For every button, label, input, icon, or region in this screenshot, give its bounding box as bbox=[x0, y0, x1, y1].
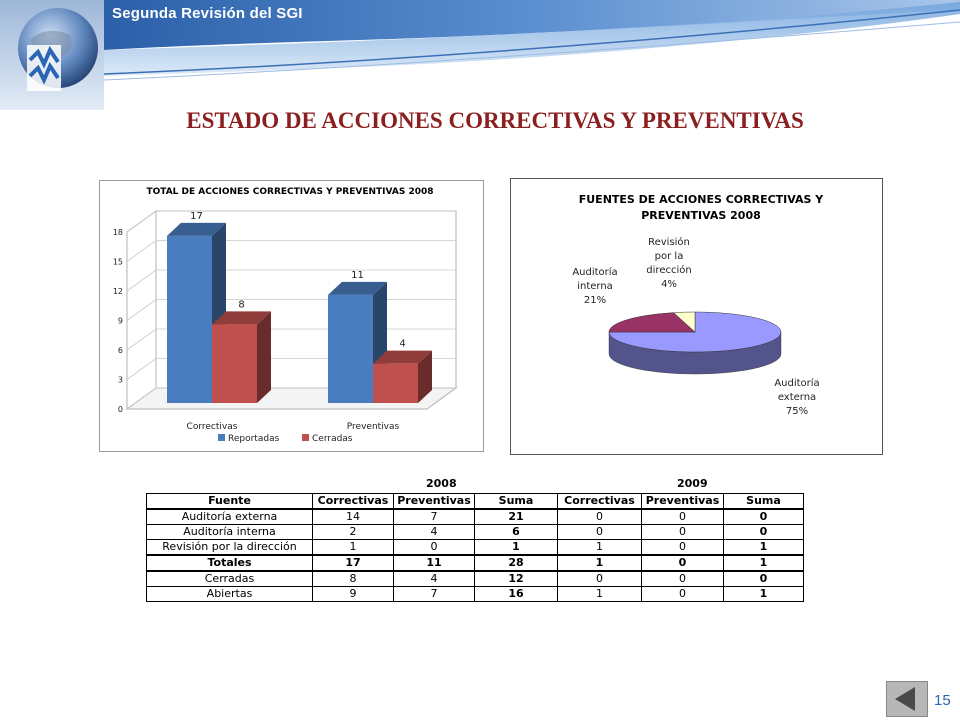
cell-suma: 21 bbox=[475, 509, 558, 525]
cell: 17 bbox=[313, 555, 394, 571]
cell-fuente: Totales bbox=[147, 555, 313, 571]
legend-swatch bbox=[302, 434, 309, 441]
cell-fuente: Abiertas bbox=[147, 587, 313, 602]
pie-slice-label: 75% bbox=[785, 406, 809, 417]
pie-chart-title-line2: PREVENTIVAS 2008 bbox=[641, 209, 761, 222]
cell: 0 bbox=[642, 555, 724, 571]
cell: 9 bbox=[313, 587, 394, 602]
previous-slide-button[interactable] bbox=[886, 681, 928, 717]
cell-suma: 6 bbox=[475, 525, 558, 540]
data-label: 4 bbox=[399, 338, 406, 350]
col-header-suma-2008: Suma bbox=[475, 494, 558, 510]
cell: 1 bbox=[558, 540, 642, 556]
table-row bbox=[147, 525, 804, 540]
cell-suma: 1 bbox=[724, 587, 804, 602]
globe-logo-icon bbox=[0, 0, 104, 110]
col-header-suma-2009: Suma bbox=[724, 494, 804, 510]
actions-table bbox=[146, 493, 804, 602]
logo bbox=[0, 0, 104, 110]
col-header-correctivas-2009: Correctivas bbox=[558, 494, 642, 510]
y-tick-label: 6 bbox=[117, 346, 123, 355]
table-row bbox=[147, 587, 804, 602]
bar-chart-svg bbox=[100, 181, 483, 451]
cell: 0 bbox=[642, 509, 724, 525]
bar-cerradas-preventivas bbox=[373, 351, 432, 403]
y-tick-label: 9 bbox=[117, 316, 123, 326]
table-row bbox=[147, 540, 804, 556]
pie-slice-label: por la bbox=[654, 251, 684, 262]
pie-slice-label: Auditoría bbox=[774, 378, 820, 389]
cell: 0 bbox=[394, 540, 475, 556]
cell: 0 bbox=[642, 587, 724, 602]
data-label: 11 bbox=[351, 269, 364, 281]
pie-slice-label: externa bbox=[777, 392, 817, 403]
col-header-correctivas-2008: Correctivas bbox=[313, 494, 394, 510]
pie-slice-label: 21% bbox=[583, 295, 607, 306]
cell: 11 bbox=[394, 555, 475, 571]
pie-slice-label: Revisión bbox=[648, 237, 690, 248]
col-header-preventivas-2008: Preventivas bbox=[394, 494, 475, 510]
cell: 8 bbox=[313, 571, 394, 587]
cell: 0 bbox=[642, 540, 724, 556]
cell: 7 bbox=[394, 587, 475, 602]
cell: 1 bbox=[558, 555, 642, 571]
table-row bbox=[147, 571, 804, 587]
header-title: Segunda Revisión del SGI bbox=[112, 5, 303, 22]
pie-chart-svg bbox=[511, 179, 882, 454]
cell: 7 bbox=[394, 509, 475, 525]
pie-chart-title-line1: FUENTES DE ACCIONES CORRECTIVAS Y bbox=[578, 193, 824, 206]
y-tick-label: 3 bbox=[117, 375, 123, 385]
col-header-fuente: Fuente bbox=[147, 494, 313, 510]
cell-fuente: Auditoría interna bbox=[147, 525, 313, 540]
table-row-totales bbox=[147, 555, 804, 571]
cell: 0 bbox=[558, 509, 642, 525]
cell-fuente: Revisión por la dirección bbox=[147, 540, 313, 556]
cell-suma: 1 bbox=[475, 540, 558, 556]
arrow-left-icon bbox=[887, 682, 927, 716]
bar-front bbox=[212, 324, 257, 403]
legend-label: Cerradas bbox=[312, 434, 353, 444]
pie-slice-label: 4% bbox=[661, 279, 677, 290]
x-tick-label: Correctivas bbox=[186, 422, 238, 432]
bar-chart bbox=[99, 180, 484, 452]
legend-label: Reportadas bbox=[228, 434, 280, 444]
bar-chart-title: TOTAL DE ACCIONES CORRECTIVAS Y PREVENTIVAS 2008 bbox=[146, 187, 434, 197]
x-tick-label: Preventivas bbox=[346, 422, 400, 432]
cell: 0 bbox=[558, 525, 642, 540]
legend-swatch bbox=[218, 434, 225, 441]
cell-fuente: Cerradas bbox=[147, 571, 313, 587]
table-row bbox=[147, 509, 804, 525]
y-tick-label: 12 bbox=[112, 287, 123, 296]
col-header-preventivas-2009: Preventivas bbox=[642, 494, 724, 510]
y-tick-label: 18 bbox=[112, 228, 123, 237]
pie-slice-label: Auditoría bbox=[572, 267, 618, 278]
cell-suma: 28 bbox=[475, 555, 558, 571]
pie-slice-label: interna bbox=[577, 281, 613, 292]
cell-suma: 16 bbox=[475, 587, 558, 602]
data-label: 17 bbox=[190, 210, 203, 222]
cell-suma: 1 bbox=[724, 540, 804, 556]
cell-suma: 1 bbox=[724, 555, 804, 571]
data-label: 8 bbox=[238, 299, 245, 311]
cell: 0 bbox=[558, 571, 642, 587]
bar-cerradas-correctivas bbox=[212, 311, 271, 403]
cell-suma: 0 bbox=[724, 509, 804, 525]
bar-front bbox=[328, 295, 373, 403]
page-title: ESTADO DE ACCIONES CORRECTIVAS Y PREVENTIVAS bbox=[186, 108, 804, 133]
cell-suma: 0 bbox=[724, 571, 804, 587]
cell-suma: 0 bbox=[724, 525, 804, 540]
cell-fuente: Auditoría externa bbox=[147, 509, 313, 525]
cell: 1 bbox=[313, 540, 394, 556]
pie-chart bbox=[510, 178, 883, 455]
page-number: 15 bbox=[934, 692, 951, 709]
bar-front bbox=[167, 236, 212, 403]
year-2009-label: 2009 bbox=[677, 477, 708, 490]
cell: 1 bbox=[558, 587, 642, 602]
cell-suma: 12 bbox=[475, 571, 558, 587]
y-tick-label: 15 bbox=[112, 257, 123, 267]
cell: 0 bbox=[642, 571, 724, 587]
cell: 4 bbox=[394, 571, 475, 587]
cell: 14 bbox=[313, 509, 394, 525]
year-2008-label: 2008 bbox=[426, 477, 457, 490]
cell: 4 bbox=[394, 525, 475, 540]
cell: 2 bbox=[313, 525, 394, 540]
y-tick-label: 0 bbox=[117, 405, 123, 414]
bar-front bbox=[373, 364, 418, 403]
bar-side bbox=[257, 311, 271, 403]
slide-header bbox=[0, 0, 960, 110]
cell: 0 bbox=[642, 525, 724, 540]
table-header-row bbox=[147, 494, 804, 510]
pie-slice-label: dirección bbox=[646, 265, 692, 276]
